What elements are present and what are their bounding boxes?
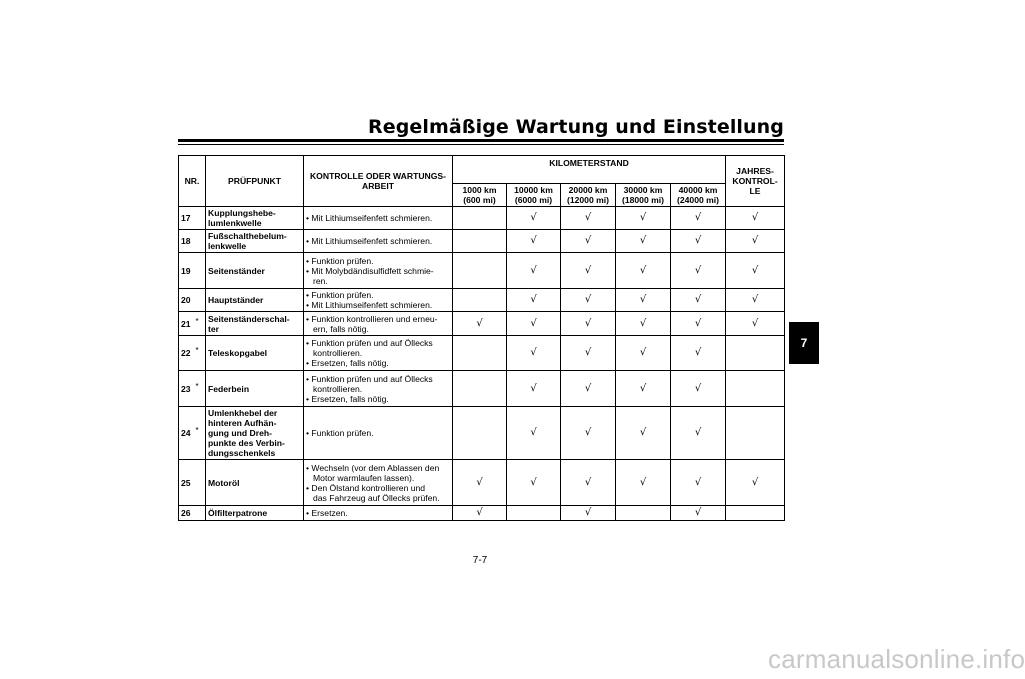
- checkmark-icon: √: [476, 476, 483, 488]
- action-line: • Mit Lithiumseifenfett schmieren.: [306, 236, 433, 246]
- check-cell: [616, 312, 671, 336]
- checkmark-icon: √: [584, 317, 592, 329]
- header-km-40000: 40000 km (24000 mi): [671, 184, 726, 207]
- checkmark-icon: √: [639, 212, 647, 223]
- table-row: [179, 336, 785, 371]
- table-row: [179, 371, 785, 407]
- table-row: [179, 407, 785, 460]
- row-marker: [194, 460, 206, 506]
- header-annual: JAHRES- KONTROL- LE: [726, 156, 785, 207]
- row-marker: [194, 336, 206, 371]
- row-item: Seitenständerschal- ter: [206, 312, 304, 336]
- check-cell: [671, 312, 726, 336]
- row-number: 26: [179, 506, 194, 521]
- row-number: 19: [179, 253, 194, 289]
- row-marker: [194, 371, 206, 407]
- action-line: • Funktion prüfen.: [306, 428, 374, 438]
- checkmark-icon: √: [751, 235, 759, 246]
- check-cell: [453, 371, 507, 407]
- row-marker: [194, 207, 206, 230]
- asterisk-marker: *: [195, 381, 199, 391]
- check-cell: [671, 371, 726, 407]
- asterisk-marker: *: [195, 316, 199, 326]
- chapter-tab: 7: [789, 322, 819, 364]
- check-cell: [561, 407, 616, 460]
- check-cell: [561, 506, 616, 521]
- check-cell: [726, 230, 785, 253]
- title-rule-thin: [178, 144, 784, 145]
- row-marker: [194, 506, 206, 521]
- check-cell: [507, 336, 561, 371]
- header-km-10000: 10000 km (6000 mi): [507, 184, 561, 207]
- row-item: Kupplungshebe- lumlenkwelle: [206, 207, 304, 230]
- check-cell: [561, 230, 616, 253]
- checkmark-icon: √: [584, 212, 592, 223]
- checkmark-icon: √: [751, 264, 759, 276]
- check-cell: [507, 371, 561, 407]
- check-cell: [726, 312, 785, 336]
- checkmark-icon: √: [530, 347, 537, 358]
- checkmark-icon: √: [751, 294, 759, 305]
- check-cell: [726, 336, 785, 371]
- row-action: [304, 407, 453, 460]
- table-row: [179, 460, 785, 506]
- check-cell: [616, 207, 671, 230]
- check-cell: [561, 207, 616, 230]
- check-cell: [561, 312, 616, 336]
- header-nr: NR.: [179, 156, 206, 207]
- check-cell: [616, 460, 671, 506]
- row-marker: [194, 312, 206, 336]
- action-line: • Wechseln (vor dem Ablassen den Motor warmlaufen lassen).: [306, 462, 440, 483]
- check-cell: [507, 207, 561, 230]
- check-cell: [726, 460, 785, 506]
- table-row: [179, 312, 785, 336]
- checkmark-icon: √: [639, 382, 647, 394]
- check-cell: [561, 371, 616, 407]
- checkmark-icon: √: [694, 347, 702, 358]
- row-item: Teleskopgabel: [206, 336, 304, 371]
- asterisk-marker: *: [195, 426, 199, 435]
- checkmark-icon: √: [694, 476, 702, 488]
- checkmark-icon: √: [639, 294, 647, 305]
- check-cell: [507, 506, 561, 521]
- row-marker: [194, 253, 206, 289]
- check-cell: [671, 289, 726, 312]
- checkmark-icon: √: [530, 212, 537, 223]
- checkmark-icon: √: [530, 235, 537, 246]
- row-marker: [194, 289, 206, 312]
- check-cell: [507, 253, 561, 289]
- checkmark-icon: √: [476, 317, 483, 329]
- action-line: • Ersetzen.: [306, 508, 348, 518]
- check-cell: [453, 253, 507, 289]
- checkmark-icon: √: [584, 264, 592, 276]
- table-row: [179, 289, 785, 312]
- check-cell: [507, 289, 561, 312]
- header-action: KONTROLLE ODER WARTUNGS- ARBEIT: [304, 156, 453, 207]
- check-cell: [671, 407, 726, 460]
- checkmark-icon: √: [694, 382, 702, 394]
- row-action: [304, 289, 453, 312]
- check-cell: [453, 506, 507, 521]
- checkmark-icon: √: [639, 347, 647, 358]
- checkmark-icon: √: [751, 212, 759, 223]
- check-cell: [616, 506, 671, 521]
- check-cell: [453, 230, 507, 253]
- checkmark-icon: √: [751, 476, 759, 488]
- checkmark-icon: √: [584, 235, 592, 246]
- check-cell: [453, 207, 507, 230]
- row-number: 20: [179, 289, 194, 312]
- check-cell: [671, 207, 726, 230]
- action-line: • Ersetzen, falls nötig.: [306, 358, 389, 368]
- row-item: Ölfilterpatrone: [206, 506, 304, 521]
- header-km-1000: 1000 km (600 mi): [453, 184, 507, 207]
- checkmark-icon: √: [530, 476, 537, 488]
- check-cell: [453, 312, 507, 336]
- row-action: [304, 253, 453, 289]
- checkmark-icon: √: [584, 476, 592, 488]
- check-cell: [453, 407, 507, 460]
- action-line: • Funktion kontrollieren und erneu- ern, falls nötig.: [306, 313, 438, 334]
- checkmark-icon: √: [639, 476, 647, 488]
- checkmark-icon: √: [476, 507, 483, 518]
- checkmark-icon: √: [694, 427, 702, 438]
- row-item: Motoröl: [206, 460, 304, 506]
- page-number: 7-7: [472, 555, 488, 566]
- check-cell: [453, 336, 507, 371]
- row-item: Seitenständer: [206, 253, 304, 289]
- checkmark-icon: √: [694, 212, 702, 223]
- row-action: [304, 506, 453, 521]
- row-marker: [194, 407, 206, 460]
- checkmark-icon: √: [694, 317, 702, 329]
- row-number: 23: [179, 371, 194, 407]
- check-cell: [453, 289, 507, 312]
- checkmark-icon: √: [639, 264, 647, 276]
- row-action: [304, 460, 453, 506]
- checkmark-icon: √: [530, 427, 537, 438]
- row-number: 24: [179, 407, 194, 460]
- checkmark-icon: √: [584, 507, 592, 518]
- check-cell: [616, 253, 671, 289]
- row-item: Fußschalthebelum- lenkwelle: [206, 230, 304, 253]
- row-item: Hauptständer: [206, 289, 304, 312]
- checkmark-icon: √: [530, 382, 537, 394]
- checkmark-icon: √: [639, 235, 647, 246]
- checkmark-icon: √: [639, 317, 647, 329]
- action-line: • Mit Lithiumseifenfett schmieren.: [306, 300, 433, 310]
- checkmark-icon: √: [639, 427, 647, 438]
- table-row: [179, 207, 785, 230]
- check-cell: [507, 407, 561, 460]
- action-line: • Funktion prüfen und auf Öllecks kontrollieren.: [306, 373, 433, 394]
- row-item: Umlenkhebel der hinteren Aufhän- gung und Dreh- punkte des Verbin- dungsschenkels: [206, 407, 304, 460]
- header-km-30000: 30000 km (18000 mi): [616, 184, 671, 207]
- check-cell: [726, 207, 785, 230]
- table-row: [179, 253, 785, 289]
- check-cell: [671, 253, 726, 289]
- row-action: [304, 371, 453, 407]
- row-item: Federbein: [206, 371, 304, 407]
- row-action: [304, 336, 453, 371]
- table-row: [179, 230, 785, 253]
- check-cell: [671, 230, 726, 253]
- checkmark-icon: √: [584, 294, 592, 305]
- header-km-group: KILOMETERSTAND: [453, 156, 726, 184]
- checkmark-icon: √: [530, 317, 537, 329]
- check-cell: [616, 407, 671, 460]
- check-cell: [671, 460, 726, 506]
- checkmark-icon: √: [584, 347, 592, 358]
- checkmark-icon: √: [694, 294, 702, 305]
- action-line: • Funktion prüfen und auf Öllecks kontrollieren.: [306, 338, 433, 358]
- check-cell: [561, 460, 616, 506]
- watermark: carmanualsonline.info: [768, 644, 1025, 674]
- check-cell: [671, 506, 726, 521]
- check-cell: [561, 336, 616, 371]
- check-cell: [616, 371, 671, 407]
- table-row: [179, 506, 785, 521]
- row-action: [304, 207, 453, 230]
- check-cell: [507, 460, 561, 506]
- page-title: Regelmäßige Wartung und Einstellung: [368, 116, 784, 138]
- header-km-20000: 20000 km (12000 mi): [561, 184, 616, 207]
- check-cell: [507, 230, 561, 253]
- checkmark-icon: √: [694, 235, 702, 246]
- check-cell: [507, 312, 561, 336]
- asterisk-marker: *: [195, 346, 199, 355]
- checkmark-icon: √: [694, 507, 702, 518]
- row-marker: [194, 230, 206, 253]
- maintenance-table: [178, 155, 785, 521]
- header-item: PRÜFPUNKT: [206, 156, 304, 207]
- row-number: 17: [179, 207, 194, 230]
- row-action: [304, 312, 453, 336]
- check-cell: [671, 336, 726, 371]
- row-action: [304, 230, 453, 253]
- action-line: • Mit Molybdändisulfidfett schmie- ren.: [306, 265, 434, 286]
- checkmark-icon: √: [530, 264, 537, 276]
- check-cell: [726, 289, 785, 312]
- checkmark-icon: √: [694, 264, 702, 276]
- checkmark-icon: √: [751, 317, 759, 329]
- action-line: • Den Ölstand kontrollieren und das Fahrzeug auf Öllecks prüfen.: [306, 482, 440, 503]
- title-rule: [178, 139, 784, 142]
- checkmark-icon: √: [530, 294, 537, 305]
- check-cell: [561, 253, 616, 289]
- check-cell: [616, 336, 671, 371]
- check-cell: [726, 506, 785, 521]
- check-cell: [453, 460, 507, 506]
- row-number: 21: [179, 312, 194, 336]
- row-number: 22: [179, 336, 194, 371]
- action-line: • Mit Lithiumseifenfett schmieren.: [306, 213, 433, 223]
- action-line: • Funktion prüfen.: [306, 290, 374, 300]
- action-line: • Ersetzen, falls nötig.: [306, 393, 389, 404]
- check-cell: [616, 289, 671, 312]
- check-cell: [726, 371, 785, 407]
- checkmark-icon: √: [584, 427, 592, 438]
- table-body: [179, 207, 785, 521]
- check-cell: [616, 230, 671, 253]
- checkmark-icon: √: [584, 382, 592, 394]
- check-cell: [561, 289, 616, 312]
- row-number: 25: [179, 460, 194, 506]
- row-number: 18: [179, 230, 194, 253]
- check-cell: [726, 253, 785, 289]
- check-cell: [726, 407, 785, 460]
- action-line: • Funktion prüfen.: [306, 255, 374, 266]
